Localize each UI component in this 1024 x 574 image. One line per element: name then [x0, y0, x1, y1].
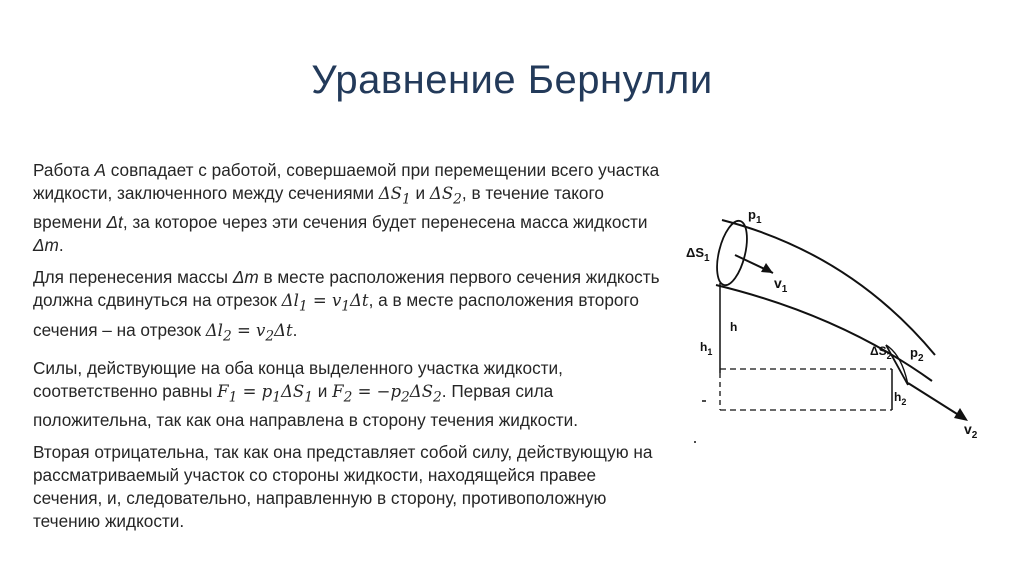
p1-section1-symbol: $\Delta S_1$	[378, 184, 411, 208]
paragraph-2	[33, 266, 668, 348]
p2-formula-1: $\Delta l_1 = v_1\Delta t$	[281, 291, 369, 315]
label-v2: $v_2$	[964, 421, 978, 441]
label-p2: $p_2$	[910, 345, 924, 364]
label-h2: $h_2$	[894, 390, 907, 407]
label-v1: $v_1$	[774, 275, 788, 295]
p1-text-f: , за которое через эти сечения будет перенесена масса жидкости	[122, 212, 648, 233]
p2-dm-symbol: Δm	[232, 267, 259, 288]
section-1-ellipse	[711, 218, 752, 288]
paragraph-4: Вторая отрицательна, так как она представляет собой силу, действующую на рассматриваемый участок со стороны жидкости, находящейся правее сечения, и, следовательно, направленную в сторону, противоположную течению жидкости.	[33, 442, 653, 532]
p1-text-a: Работа	[33, 160, 95, 180]
label-ds1: $\Delta S_1$	[686, 245, 710, 264]
p1-text-e: , в течение такого времени	[33, 183, 604, 233]
tube-lower-wall	[716, 285, 932, 381]
p1-text-c: совпадает с работой, совершаемой при перемещении всего участка жидкости, заключенного между сечениями	[33, 160, 660, 203]
p1-section2-symbol: $\Delta S_2$	[429, 184, 462, 208]
p2-text-d: .	[292, 319, 298, 340]
p2-text-b: в месте расположения первого сечения жидкость должна сдвинуться на отрезок	[33, 267, 660, 311]
paragraph-1	[33, 159, 668, 257]
p1-dt-symbol: Δt	[106, 212, 123, 233]
p3-text-b: и	[312, 380, 333, 401]
p3-text-a: Силы, действующие на оба конца выделенного участка жидкости, соответственно равны	[33, 357, 563, 401]
paragraph-3	[33, 357, 668, 432]
p2-text-a: Для перенесения массы	[33, 267, 233, 288]
velocity-2-arrow	[908, 383, 965, 419]
body-text	[33, 159, 668, 542]
p2-formula-2: $\Delta l_2 = v_2\Delta t$	[205, 320, 293, 344]
label-p1: $p_1$	[748, 207, 762, 226]
p3-formula-f2: $F_2 = -p_2\Delta S_2$	[332, 381, 442, 406]
label-ds2: $\Delta S_2$	[870, 344, 892, 361]
bernoulli-tube-diagram	[680, 205, 1000, 455]
p1-text-d: и	[410, 183, 430, 203]
p1-work-symbol: A	[94, 160, 106, 180]
p2-text-c: , а в месте расположения второго сечения – на отрезок	[33, 290, 639, 340]
slide-title: Уравнение Бернулли	[311, 58, 713, 102]
p1-dm-symbol: Δm	[33, 235, 59, 256]
p3-formula-f1: $F_1 = p_1\Delta S_1$	[217, 381, 313, 406]
label-h1: $h_1$	[700, 340, 713, 357]
p1-text-g: .	[58, 235, 64, 256]
tube-upper-wall	[722, 220, 935, 355]
p3-text-c: . Первая сила положительна, так как она направлена в сторону течения жидкости.	[33, 380, 579, 431]
label-h: h	[730, 320, 738, 334]
